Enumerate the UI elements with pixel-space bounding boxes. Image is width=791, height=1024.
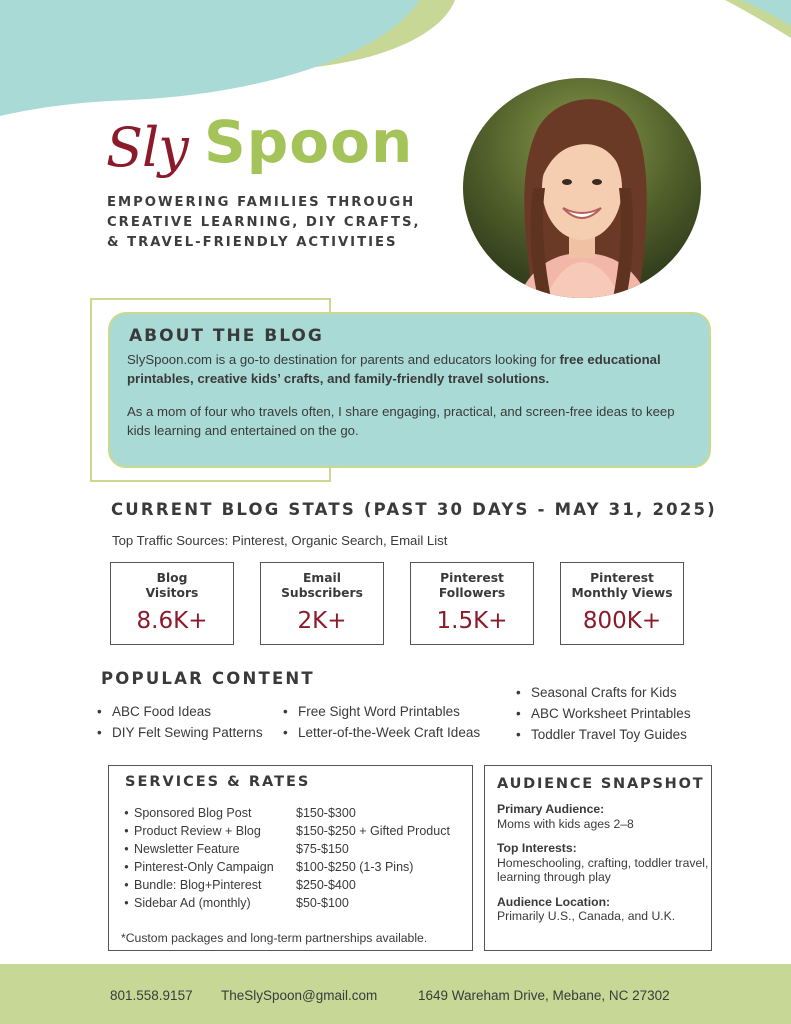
- services-title: SERVICES & RATES: [125, 774, 311, 790]
- stat-card-email-subscribers: [260, 562, 384, 645]
- tagline: EMPOWERING FAMILIES THROUGH CREATIVE LEARNING, DIY CRAFTS, & TRAVEL-FRIENDLY ACTIVITIES: [107, 195, 421, 250]
- service-row: [119, 878, 356, 892]
- service-price: $250-$400: [296, 878, 356, 892]
- popular-list-col-3: [516, 682, 691, 745]
- service-price: $100-$250 (1-3 Pins): [296, 860, 414, 874]
- stat-value: 2K+: [297, 608, 347, 634]
- list-item: • Free Sight Word Printables: [283, 701, 480, 722]
- about-paragraph-1: [127, 350, 693, 388]
- stat-card-blog-visitors: [110, 562, 234, 645]
- audience-interests: [497, 841, 711, 885]
- stat-value: 1.5K+: [436, 608, 508, 634]
- list-item: • ABC Food Ideas: [97, 701, 263, 722]
- audience-snapshot-box: [484, 765, 712, 951]
- service-name: • Pinterest-Only Campaign: [119, 860, 296, 874]
- stats-title: CURRENT BLOG STATS (PAST 30 DAYS - MAY 31, 2025): [111, 500, 717, 519]
- stat-value: 8.6K+: [136, 608, 208, 634]
- list-item: • Toddler Travel Toy Guides: [516, 724, 691, 745]
- service-row: [119, 896, 349, 910]
- service-row: [119, 860, 413, 874]
- list-item: • Seasonal Crafts for Kids: [516, 682, 691, 703]
- list-item: • ABC Worksheet Printables: [516, 703, 691, 724]
- logo-sly-text: Sly: [106, 116, 188, 179]
- service-name: • Newsletter Feature: [119, 842, 296, 856]
- about-p1-bold: free educational printables, creative kids’ crafts, and family-friendly travel solutions.: [127, 352, 661, 386]
- service-name: • Sidebar Ad (monthly): [119, 896, 296, 910]
- popular-content-title: POPULAR CONTENT: [101, 669, 315, 688]
- audience-label: Top Interests:: [497, 841, 577, 855]
- service-name: • Product Review + Blog: [119, 824, 296, 838]
- footer-address: 1649 Wareham Drive, Mebane, NC 27302: [418, 988, 670, 1003]
- service-price: $150-$250 + Gifted Product: [296, 824, 450, 838]
- footer-email[interactable]: TheSlySpoon@gmail.com: [221, 988, 378, 1003]
- service-name: • Bundle: Blog+Pinterest: [119, 878, 296, 892]
- service-price: $75-$150: [296, 842, 349, 856]
- audience-text: Primarily U.S., Canada, and U.K.: [497, 909, 676, 923]
- about-blog-section: [108, 312, 711, 468]
- stat-label: Blog Visitors: [145, 571, 199, 600]
- audience-title: AUDIENCE SNAPSHOT: [497, 776, 705, 792]
- contact-footer: [0, 964, 791, 1024]
- stat-label: Email Subscribers: [281, 571, 363, 600]
- popular-list-col-2: [283, 701, 480, 743]
- service-price: $150-$300: [296, 806, 356, 820]
- services-rates-box: [108, 765, 473, 951]
- audience-label: Audience Location:: [497, 894, 611, 909]
- logo-spoon-text: Spoon: [204, 108, 414, 176]
- about-title: ABOUT THE BLOG: [129, 326, 324, 346]
- service-price: $50-$100: [296, 896, 349, 910]
- footer-phone[interactable]: 801.558.9157: [110, 988, 193, 1003]
- audience-label: Primary Audience:: [497, 802, 605, 816]
- audience-text: Homeschooling, crafting, toddler travel, learning through play: [497, 855, 709, 884]
- list-item: • DIY Felt Sewing Patterns: [97, 722, 263, 743]
- service-row: [119, 806, 356, 820]
- service-row: [119, 824, 450, 838]
- author-photo: [463, 78, 701, 298]
- about-p1-lead: SlySpoon.com is a go-to destination for parents and educators looking for: [127, 352, 560, 367]
- popular-list-col-1: [97, 701, 263, 743]
- stat-card-pinterest-followers: [410, 562, 534, 645]
- audience-primary: [497, 802, 711, 831]
- stat-card-pinterest-monthly-views: [560, 562, 684, 645]
- portrait-illustration: [463, 78, 701, 298]
- brand-logo: [106, 108, 416, 188]
- audience-location: [497, 895, 711, 924]
- list-item: • Letter-of-the-Week Craft Ideas: [283, 722, 480, 743]
- service-name: • Sponsored Blog Post: [119, 806, 296, 820]
- about-paragraph-2: As a mom of four who travels often, I share engaging, practical, and screen-free ideas to keep kids learning and entertained on the go.: [127, 404, 675, 438]
- services-note: *Custom packages and long-term partnerships available.: [121, 931, 428, 945]
- stat-label: Pinterest Monthly Views: [571, 571, 673, 600]
- audience-text: Moms with kids ages 2–8: [497, 816, 634, 831]
- traffic-sources: Top Traffic Sources: Pinterest, Organic Search, Email List: [112, 533, 448, 548]
- service-row: [119, 842, 349, 856]
- stat-label: Pinterest Followers: [438, 571, 506, 600]
- stat-value: 800K+: [582, 608, 662, 634]
